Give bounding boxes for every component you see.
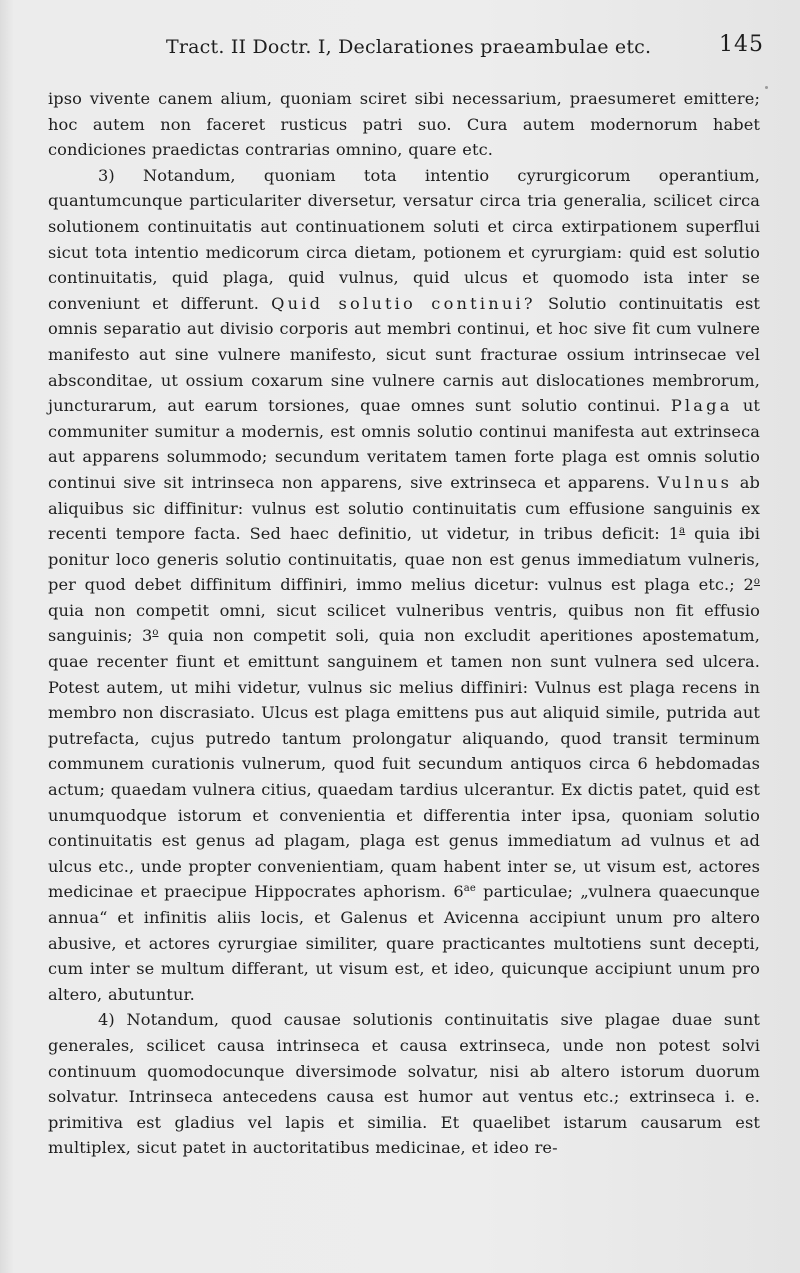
- text-run: ut communiter sumitur a modernis, est omnis solutio continui manifesta aut extrinseca aut apparens solummodo; secundum veritatem tamen forte plaga est omnis solutio continui sive sit intrinseca non apparens, sive extrinseca et apparens.: [48, 396, 760, 492]
- text-run: particulae; „vulnera quaecunque annua“ et infinitis aliis locis, et Galenus et Avicenna accipiunt unum pro altero abusive, et actores cyrurgiae similiter, quare practicantes multotiens sunt decepti, cum inter se multum differant, ut visum est, et ideo, quicunque accipiunt unum pro altero, abutuntur.: [48, 882, 760, 1004]
- paragraph-4: [48, 1007, 760, 1161]
- superscript-ordinal: a: [679, 525, 686, 537]
- body-text: [48, 86, 760, 1161]
- superscript-ordinal: o: [753, 576, 760, 588]
- text-run: 3) Notandum, quoniam tota intentio cyrurgicorum operantium, quantumcunque particulariter diversetur, versatur circa tria generalia, scilicet circa solutionem continuitatis aut continuationem soluti et circa extirpationem superflui sicut tota intentio medicorum circa dietam, potionem et cyrurgiam: quid est solutio continuitatis, quid plaga, quid vulnus, quid ulcus et quomodo ista inter se conveniunt et differunt.: [48, 165, 760, 313]
- text-run: quia non competit omni, sicut scilicet vulneribus ventris, quibus non fit effusio sanguinis; 3: [48, 600, 760, 646]
- spaced-heading-term: Vulnus: [657, 472, 733, 492]
- text-run: quia ibi ponitur loco generis solutio continuitatis, quae non est genus immediatum vulneris, per quod debet diffinitum diffiniri, immo melius dicetur: vulnus est plaga etc.; 2: [48, 524, 760, 595]
- page-number: 145: [719, 32, 764, 57]
- superscript-ordinal: ae: [463, 883, 476, 895]
- text-run: 4) Notandum, quod causae solutionis continuitatis sive plagae duae sunt generales, scilicet causa intrinseca et causa extrinseca, unde non potest solvi continuum quomodocunque diversimode solvatur, nisi ab altero istorum duorum solvatur. Intrinseca antecedens causa est humor aut ventus etc.; extrinseca i. e. primitiva est gladius vel lapis et similia. Et quaelibet istarum causarum est multiplex, sicut patet in auctoritatibus medicinae, et ideo re-: [48, 1010, 760, 1158]
- text-run: ipso vivente canem alium, quoniam sciret sibi necessarium, praesumeret emittere; hoc autem non faceret rusticus patri suo. Cura autem modernorum habet condiciones praedictas contrarias omnino, quare etc.: [48, 89, 760, 160]
- running-title: Tract. II Doctr. I, Declarationes praeambulae etc.: [166, 36, 652, 58]
- spaced-heading-term: Quid solutio continui?: [271, 293, 536, 313]
- paragraph-continuation: [48, 86, 760, 163]
- text-run: quia non competit soli, quia non excludit aperitiones apostematum, quae recenter fiunt et emittunt sanguinem et tamen non sunt vulnera sed ulcera. Potest autem, ut mihi videtur, vulnus sic melius diffiniri: Vulnus est plaga recens in membro non discrasiato. Ulcus est plaga emittens pus aut aliquid simile, putrida aut putrefacta, cujus putredo tantum prolongatur aliquando, quod transit terminum communem curationis vulnerum, quod fuit secundum antiquos circa 6 hebdomadas actum; quaedam vulnera citius, quaedam tardius ulcerantur. Ex dictis patet, quid est unumquodque istorum et convenientia et differentia inter ipsa, quoniam solutio continuitatis est genus ad plagam, plaga est genus immediatum ad vulnus et ad ulcus etc., unde propter convenientiam, quam habent inter se, ut visum est, actores medicinae et praecipue Hippocrates aphorism. 6: [48, 626, 760, 902]
- spaced-heading-term: Plaga: [670, 396, 733, 416]
- superscript-ordinal: o: [152, 627, 159, 639]
- text-run: ab aliquibus sic diffinitur: vulnus est solutio continuitatis cum effusione sanguinis ex recenti tempore facta. Sed haec definitio, ut videtur, in tribus deficit: 1: [48, 472, 760, 544]
- text-run: Solutio continuitatis est omnis separatio aut divisio corporis aut membri continui, et hoc sive fit cum vulnere manifesto aut sine vulnere manifesto, sicut sunt fracturae ossium intrinsecae vel absconditae, ut ossium coxarum sine vulnere carnis aut dislocationes membrorum, juncturarum, aut earum torsiones, quae omnes sunt solutio continui.: [48, 293, 760, 416]
- paragraph-3: [48, 163, 760, 1008]
- page-header: [48, 32, 768, 66]
- paper-speck: [765, 86, 768, 89]
